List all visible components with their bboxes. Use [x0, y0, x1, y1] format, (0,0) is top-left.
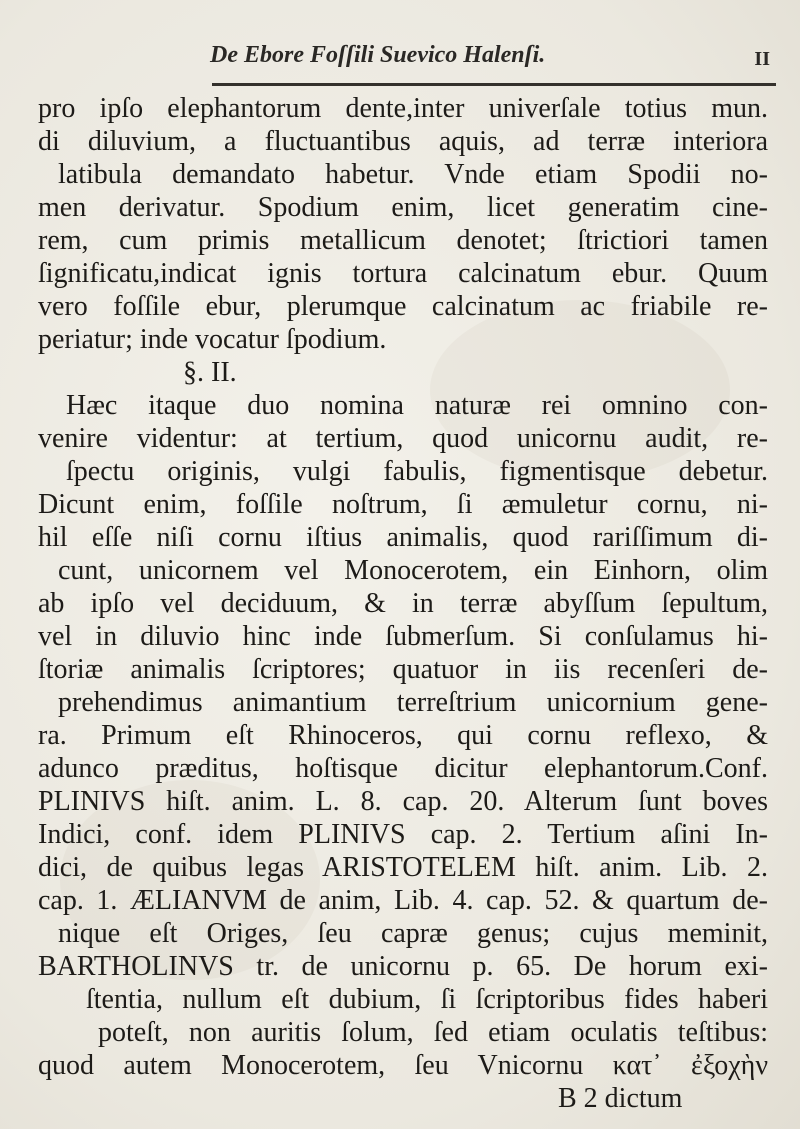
- text-line: dici, de quibus legas ARISTOTELEM hiſt. anim. Lib. 2.: [38, 852, 768, 883]
- text-line: cap. 1. ÆLIANVM de anim, Lib. 4. cap. 52. & quartum de-: [38, 885, 768, 916]
- header-rule: [212, 83, 776, 86]
- text-line: venire videntur: at tertium, quod unicornu audit, re-: [38, 423, 768, 454]
- text-line: ab ipſo vel deciduum, & in terræ abyſſum ſepultum,: [38, 588, 768, 619]
- running-title: De Ebore Foſſili Suevico Halenſi.: [210, 42, 546, 68]
- text-line: pro ipſo elephantorum dente,inter univerſale totius mun.: [38, 93, 768, 124]
- text-line: hil eſſe niſi cornu iſtius animalis, quod rariſſimum di-: [38, 522, 768, 553]
- text-line: rem, cum primis metallicum denotet; ſtrictiori tamen: [38, 225, 768, 256]
- text-line: ſtentia, nullum eſt dubium, ſi ſcriptoribus fides haberi: [86, 984, 768, 1015]
- running-head: [210, 40, 770, 76]
- body-text: [38, 92, 768, 1115]
- text-line: ſignificatu,indicat ignis tortura calcinatum ebur. Quum: [38, 258, 768, 289]
- text-line: quod autem Monocerotem, ſeu Vnicornu κατ᾽ ἐξοχὴν: [38, 1050, 768, 1081]
- text-line: BARTHOLINVS tr. de unicornu p. 65. De horum exi-: [38, 951, 768, 982]
- page-number: II: [754, 48, 770, 70]
- signature-catchword: B 2 dictum: [558, 1083, 683, 1114]
- text-line: Hæc itaque duo nomina naturæ rei omnino con-: [66, 390, 768, 421]
- text-line: nique eſt Origes, ſeu capræ genus; cujus meminit,: [58, 918, 768, 949]
- text-line: vero foſſile ebur, plerumque calcinatum ac friabile re-: [38, 291, 768, 322]
- text-line: di diluvium, a fluctuantibus aquis, ad terræ interiora: [38, 126, 768, 157]
- text-line: prehendimus animantium terreſtrium unicornium gene-: [58, 687, 768, 718]
- text-line: latibula demandato habetur. Vnde etiam Spodii no-: [58, 159, 768, 190]
- text-line: poteſt, non auritis ſolum, ſed etiam oculatis teſtibus:: [98, 1017, 768, 1048]
- text-line: cunt, unicornem vel Monocerotem, ein Einhorn, olim: [58, 555, 768, 586]
- text-line: vel in diluvio hinc inde ſubmerſum. Si conſulamus hi-: [38, 621, 768, 652]
- text-line: adunco præditus, hoſtisque dicitur elephantorum.Conf.: [38, 753, 768, 784]
- text-line: Indici, conf. idem PLINIVS cap. 2. Tertium aſini In-: [38, 819, 768, 850]
- text-line: ſtoriæ animalis ſcriptores; quatuor in iis recenſeri de-: [38, 654, 768, 685]
- text-line: PLINIVS hiſt. anim. L. 8. cap. 20. Alterum ſunt boves: [38, 786, 768, 817]
- text-line: ſpectu originis, vulgi fabulis, figmentisque debetur.: [66, 456, 768, 487]
- section-heading: §. II.: [183, 357, 237, 388]
- text-line: periatur; inde vocatur ſpodium.: [38, 324, 387, 355]
- text-line: Dicunt enim, foſſile noſtrum, ſi æmuletur cornu, ni-: [38, 489, 768, 520]
- text-line: men derivatur. Spodium enim, licet generatim cine-: [38, 192, 768, 223]
- text-line: ra. Primum eſt Rhinoceros, qui cornu reflexo, &: [38, 720, 768, 751]
